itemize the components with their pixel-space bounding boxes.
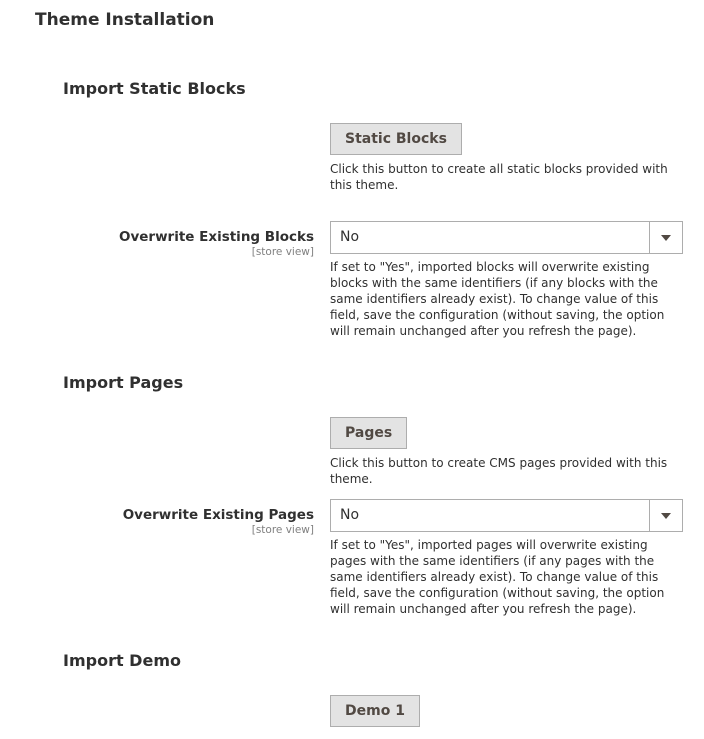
pages-note: Click this button to create CMS pages provided with this theme.	[330, 456, 668, 486]
overwrite-blocks-label: Overwrite Existing Blocks	[118, 229, 314, 245]
overwrite-pages-scope: [store view]	[251, 524, 314, 536]
overwrite-pages-select[interactable]	[330, 499, 683, 532]
overwrite-pages-value: No	[340, 507, 360, 523]
overwrite-blocks-select[interactable]	[330, 221, 683, 254]
import-demo-title: Import Demo	[63, 651, 181, 670]
section-title: Theme Installation	[35, 10, 215, 30]
chevron-down-icon	[661, 513, 671, 519]
import-pages-title: Import Pages	[63, 373, 184, 392]
chevron-down-icon	[661, 235, 671, 241]
overwrite-pages-note: If set to "Yes", imported pages will overwrite existing pages with the same identifiers (if any pages with the same identifiers already exist). To change value of this field, save the configuration (without saving, the option will remain unchanged after you refresh the page).	[330, 538, 665, 616]
static-blocks-button[interactable]: Static Blocks	[330, 123, 462, 155]
overwrite-blocks-label-group	[119, 229, 314, 258]
import-static-blocks-title: Import Static Blocks	[63, 79, 246, 98]
static-blocks-note: Click this button to create all static blocks provided with this theme.	[330, 162, 668, 192]
demo-1-button[interactable]: Demo 1	[330, 695, 420, 727]
overwrite-pages-label-group	[123, 507, 314, 536]
overwrite-blocks-dropdown-toggle[interactable]	[649, 222, 682, 253]
pages-button[interactable]: Pages	[330, 417, 407, 449]
overwrite-blocks-scope: [store view]	[251, 246, 314, 258]
overwrite-blocks-note: If set to "Yes", imported blocks will overwrite existing blocks with the same identifiers (if any blocks with the same identifiers already exist). To change value of this field, save the configuration (without saving, the option will remain unchanged after you refresh the page).	[330, 260, 665, 338]
overwrite-pages-label: Overwrite Existing Pages	[122, 507, 314, 523]
overwrite-pages-dropdown-toggle[interactable]	[649, 500, 682, 531]
overwrite-blocks-value: No	[340, 229, 360, 245]
